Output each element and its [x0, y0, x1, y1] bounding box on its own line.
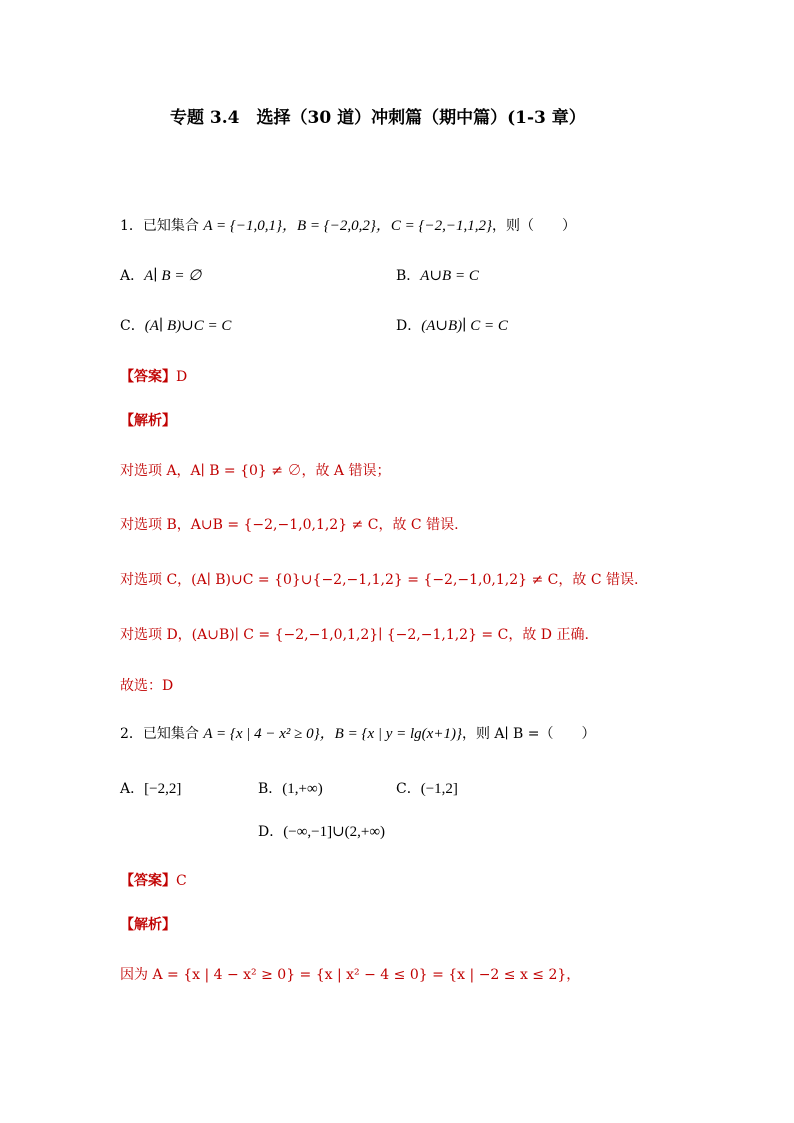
q1-option-d-label: D．: [396, 318, 422, 334]
q2-answer-tag: 【答案】: [120, 873, 176, 889]
q2-option-a-math: [−2,2]: [144, 781, 182, 797]
q2-answer-value: C: [176, 873, 187, 889]
q2-analysis-tag: 【解析】: [120, 917, 176, 933]
q1-conclusion: 故选：D: [120, 678, 174, 694]
q1-option-b-math: A∪B = C: [420, 268, 479, 284]
q2-stem: [120, 724, 596, 744]
q2-option-b: [258, 779, 323, 799]
q1-answer-value: D: [176, 369, 188, 385]
q2-answer: [120, 871, 187, 891]
q2-option-d-math: (−∞,−1]∪(2,+∞): [283, 824, 386, 840]
q1-solution-a: 对选项 A，A∣ B = {0} ≠ ∅，故 A 错误；: [120, 463, 391, 479]
q1-solution-b: 对选项 B，A∪B = {−2,−1,0,1,2} ≠ C，故 C 错误.: [120, 517, 459, 533]
q1-option-c-math: (A∣ B)∪C = C: [144, 318, 232, 334]
q1-answer-tag: 【答案】: [120, 369, 176, 385]
q1-option-c: [120, 316, 231, 336]
q1-stem: [120, 216, 576, 236]
q1-solution-d: 对选项 D，(A∪B)∣ C = {−2,−1,0,1,2}∣ {−2,−1,1,2} = C，故 D 正确.: [120, 627, 589, 643]
q2-stem-suffix: ，则 A∣ B =（ ）: [461, 726, 596, 742]
q2-solution-1: 因为 A = {x | 4 − x² ≥ 0} = {x | x² − 4 ≤ 0} = {x | −2 ≤ x ≤ 2}，: [120, 967, 581, 983]
q1-option-d: [396, 316, 508, 336]
q2-option-c: [396, 779, 458, 799]
q2-stem-math: A = {x | 4 − x² ≥ 0}，B = {x | y = lg(x+1)}: [203, 726, 462, 742]
q2-option-c-label: C．: [396, 781, 421, 797]
q2-option-b-label: B．: [258, 781, 283, 797]
q1-analysis-tag: 【解析】: [120, 413, 176, 429]
q1-stem-math: A = {−1,0,1}，B = {−2,0,2}，C = {−2,−1,1,2}: [203, 218, 493, 234]
q2-stem-prefix: 2．已知集合: [120, 726, 204, 742]
q2-option-c-math: (−1,2]: [420, 781, 458, 797]
q2-option-a-label: A．: [120, 781, 145, 797]
q1-option-b-label: B．: [396, 268, 421, 284]
q2-option-d: [258, 822, 385, 842]
q1-solution-c: 对选项 C，(A∣ B)∪C = {0}∪{−2,−1,1,2} = {−2,−1,0,1,2} ≠ C，故 C 错误.: [120, 572, 639, 588]
q1-stem-suffix: ，则（ ）: [492, 218, 577, 234]
q2-option-b-math: (1,+∞): [282, 781, 323, 797]
q1-option-a-math: A∣ B = ∅: [144, 268, 202, 284]
q1-option-a-label: A．: [120, 268, 145, 284]
page-title: 专题 3.4 选择（30 道）冲刺篇（期中篇）(1-3 章）: [170, 108, 586, 128]
q1-stem-prefix: 1．已知集合: [120, 218, 204, 234]
q1-option-d-math: (A∪B)∣ C = C: [421, 318, 508, 334]
q2-option-d-label: D．: [258, 824, 284, 840]
q1-option-b: [396, 266, 479, 286]
q1-option-c-label: C．: [120, 318, 145, 334]
q1-answer: [120, 367, 187, 387]
q2-option-a: [120, 779, 181, 799]
q1-option-a: [120, 266, 201, 286]
